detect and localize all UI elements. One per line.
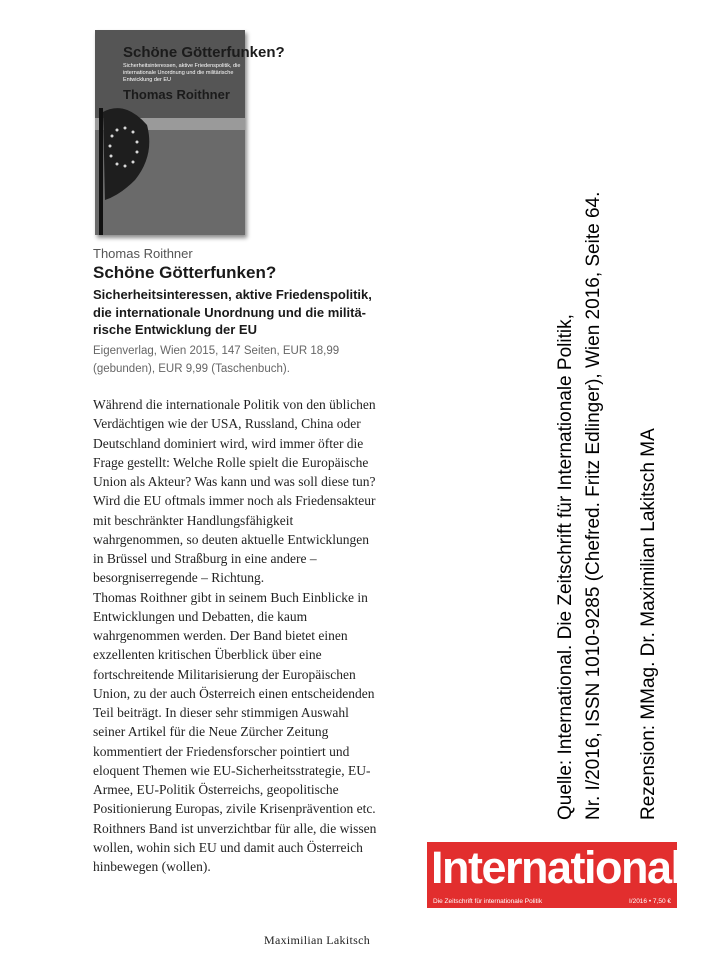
book-author: Thomas Roithner — [93, 246, 193, 261]
review-body — [93, 395, 378, 876]
cover-author: Thomas Roithner — [123, 87, 230, 102]
book-title: Schöne Götterfunken? — [93, 263, 277, 282]
international-logo — [427, 842, 682, 908]
source-line-2: Nr. I/2016, ISSN 1010-9285 (Chefred. Fritz Edlinger), Wien 2016, Seite 64. — [583, 191, 604, 820]
logo-issue: I/2016 • 7,50 € — [628, 898, 671, 905]
reviewer-signature: Maximilian Lakitsch — [263, 933, 370, 947]
book-subtitle: Sicherheitsinteressen, aktive Friedenspolitik, die internationale Unordnung und die militä-rische Entwicklung der EU — [93, 287, 372, 337]
publication-info: Eigenverlag, Wien 2015, 147 Seiten, EUR 18,99 (gebunden), EUR 9,99 (Taschenbuch). — [93, 345, 340, 375]
reviewer-credit: Rezension: MMag. Dr. Maximilian Lakitsch MA — [638, 428, 659, 820]
review-paragraph: Während die internationale Politik von den üblichen Verdächtigen wie der USA, Russland, China oder Deutschland dominiert wird, wird immer öfter die Frage gestellt: Welche Rolle spielt die Europäische Union als Akteur? Was kann und was soll diese tun? Wird die EU oftmals immer noch als Friedensakteur mit beschränkter Handlungsfähigkeit wahrgenommen, so deuten aktuelle Entwicklungen in Brüssel und Straßburg in eine andere – besorgniserregende – Richtung. — [93, 397, 376, 586]
book-cover-image — [95, 30, 285, 235]
logo-tagline: Die Zeitschrift für internationale Politik — [433, 898, 543, 905]
cover-subtitle: Sicherheitsinteressen, aktive Friedenspolitik, die internationale Unordnung und die militärische Entwicklung der EU — [123, 63, 241, 83]
logo-wordmark: International — [431, 842, 682, 893]
source-line-1: Quelle: International. Die Zeitschrift für Internationale Politik, — [555, 314, 576, 820]
cover-title: Schöne Götterfunken? — [123, 44, 285, 61]
review-paragraph: Thomas Roithner gibt in seinem Buch Einblicke in Entwicklungen und Debatten, die kaum wahrgenommen werden. Der Band bietet einen exzellenten kritischen Überblick über eine fortschreitende Militarisierung der Europäischen Union, zu der auch Österreich einen entscheidenden Teil beiträgt. In dieser sehr stimmigen Auswahl seiner Artikel für die Neue Zürcher Zeitung kommentiert der Friedensforscher pointiert und eloquent Themen wie EU-Sicherheitsstrategie, EU-Armee, EU-Politik Österreichs, geopolitische Positionierung Europas, zivile Krisenprävention etc. Roithners Band ist unverzichtbar für alle, die wissen wollen, wohin sich EU und damit auch Österreich hinbewegen (wollen). — [93, 589, 377, 874]
